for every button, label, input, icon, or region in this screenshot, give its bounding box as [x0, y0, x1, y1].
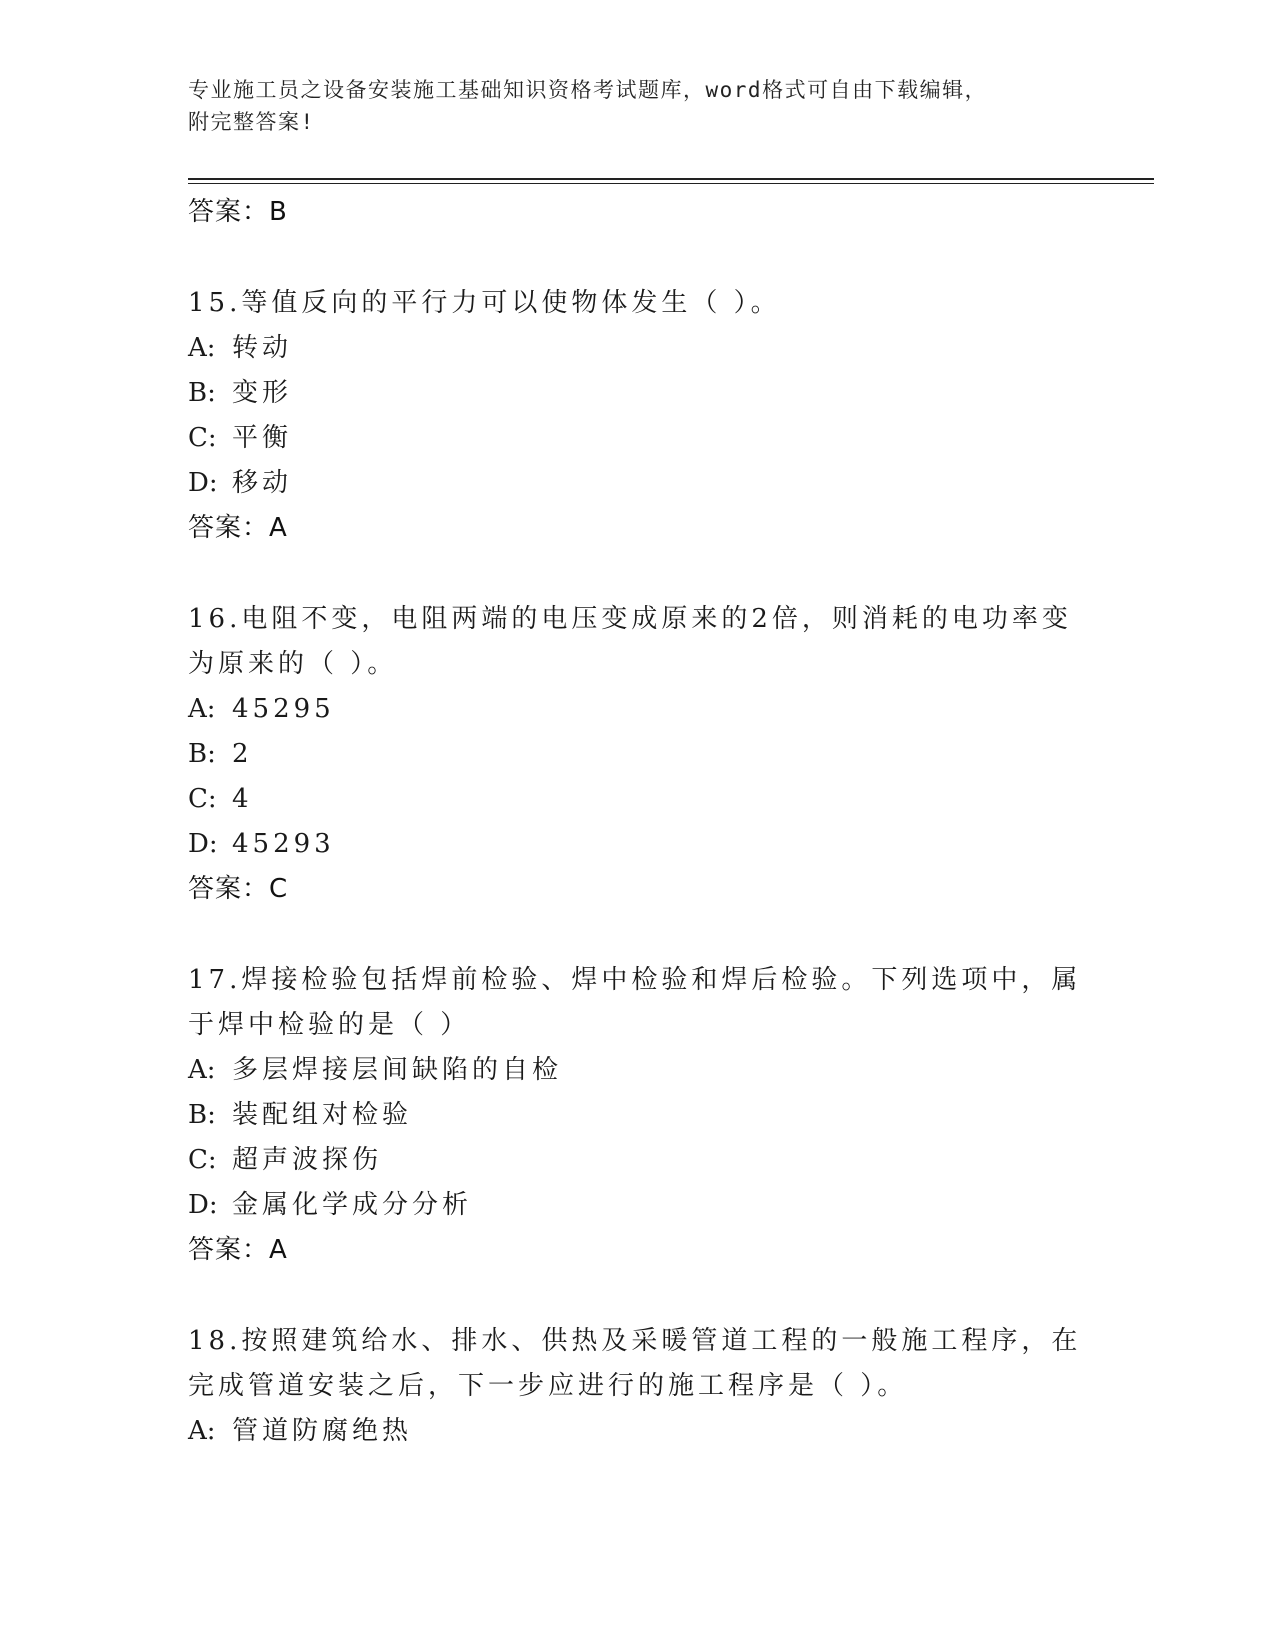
option-text: 多层焊接层间缺陷的自检 — [232, 1055, 563, 1085]
question-item — [188, 1319, 1088, 1454]
option-key: C: — [188, 423, 217, 453]
option-key: C: — [188, 784, 217, 814]
header-divider-thick — [188, 178, 1154, 180]
option-key: A: — [188, 694, 216, 724]
option-text: 装配组对检验 — [232, 1100, 413, 1130]
previous-answer: 答案：B — [188, 197, 288, 227]
option-key: D: — [188, 829, 218, 859]
option-key: B: — [188, 1100, 216, 1130]
option-text: 金属化学成分分析 — [232, 1190, 473, 1220]
header-line-1: 专业施工员之设备安装施工基础知识资格考试题库，word格式可自由下载编辑， — [188, 78, 988, 102]
option-text: 变形 — [232, 378, 293, 408]
question-stem: 18.按照建筑给水、排水、供热及采暖管道工程的一般施工程序，在完成管道安装之后，下一步应进行的施工程序是（ ）。 — [188, 1326, 1082, 1401]
option-text: 45295 — [232, 694, 335, 724]
option-key: D: — [188, 1190, 218, 1220]
option-b — [188, 1093, 1088, 1138]
question-item — [188, 958, 1088, 1273]
answer-line: 答案：A — [188, 1235, 288, 1265]
option-text: 2 — [232, 739, 253, 769]
option-d — [188, 822, 1088, 867]
spacer — [188, 235, 1088, 281]
option-d — [188, 1183, 1088, 1228]
header-divider-thin — [188, 183, 1154, 184]
question-stem: 17.焊接检验包括焊前检验、焊中检验和焊后检验。下列选项中，属于焊中检验的是（ ） — [188, 965, 1082, 1040]
option-a — [188, 326, 1088, 371]
question-item — [188, 281, 1088, 551]
question-item — [188, 597, 1088, 912]
option-d — [188, 461, 1088, 506]
question-list — [188, 190, 1088, 1454]
option-key: D: — [188, 468, 218, 498]
option-b — [188, 371, 1088, 416]
option-c — [188, 1138, 1088, 1183]
option-b — [188, 732, 1088, 777]
option-c — [188, 777, 1088, 822]
option-text: 移动 — [232, 468, 293, 498]
option-text: 转动 — [232, 333, 293, 363]
spacer — [188, 551, 1088, 597]
option-a — [188, 1409, 1088, 1454]
document-header — [188, 74, 1088, 138]
spacer — [188, 1273, 1088, 1319]
spacer — [188, 912, 1088, 958]
header-line-2: 附完整答案! — [188, 110, 315, 134]
answer-line: 答案：A — [188, 513, 288, 543]
option-key: B: — [188, 739, 216, 769]
option-a — [188, 687, 1088, 732]
question-stem: 16.电阻不变，电阻两端的电压变成原来的2倍，则消耗的电功率变为原来的（ ）。 — [188, 604, 1072, 679]
option-key: B: — [188, 378, 216, 408]
option-key: C: — [188, 1145, 217, 1175]
option-text: 4 — [232, 784, 253, 814]
option-text: 超声波探伤 — [232, 1145, 383, 1175]
answer-line: 答案：C — [188, 874, 289, 904]
option-text: 平衡 — [232, 423, 293, 453]
option-key: A: — [188, 333, 216, 363]
option-key: A: — [188, 1416, 216, 1446]
option-a — [188, 1048, 1088, 1093]
option-key: A: — [188, 1055, 216, 1085]
option-text: 45293 — [232, 829, 335, 859]
question-stem: 15.等值反向的平行力可以使物体发生（ ）。 — [188, 288, 781, 318]
option-c — [188, 416, 1088, 461]
option-text: 管道防腐绝热 — [232, 1416, 413, 1446]
